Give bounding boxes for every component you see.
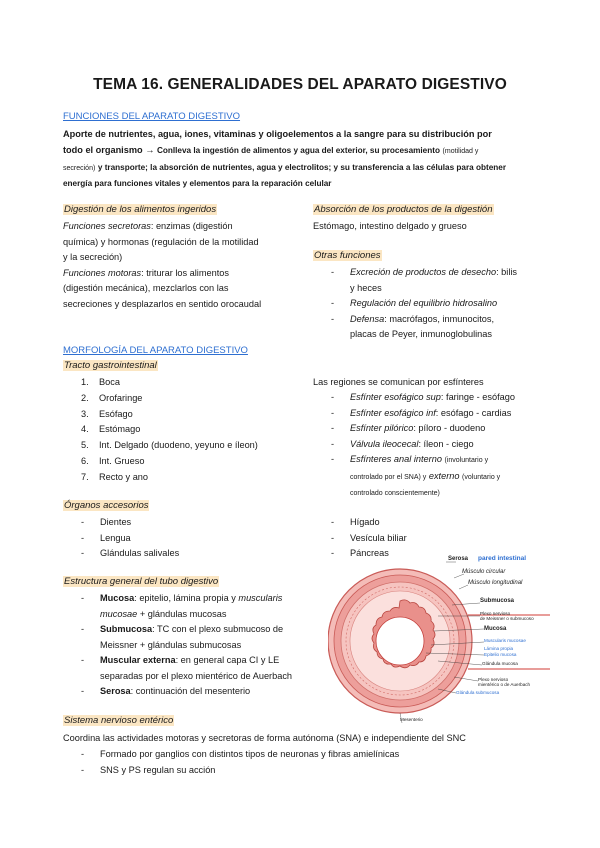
list-item: - Glándulas salivales	[81, 548, 180, 558]
morfologia-heading: MORFOLOGÍA DEL APARATO DIGESTIVO	[63, 345, 248, 356]
label-mucosa: Mucosa	[484, 626, 507, 632]
label-epitelio: Epitelio mucosa	[484, 652, 517, 657]
funciones-line3a: secreción)	[63, 164, 96, 172]
digestion-line4	[63, 266, 303, 282]
motoras-label: Funciones motoras	[63, 267, 142, 278]
lumen	[376, 617, 424, 665]
intestinal-wall-diagram	[328, 553, 550, 725]
list-item: 7. Recto y ano	[81, 471, 149, 482]
defensa-label: Defensa	[350, 313, 385, 324]
list-item: - Excreción de productos de desecho: bilis	[331, 267, 518, 277]
funciones-line2	[63, 143, 543, 160]
secretoras-label: Funciones secretoras	[63, 221, 151, 231]
label-plexo-mient2: mientérico o de Auerbach	[478, 682, 531, 687]
defensa-text: : macrófagos, inmunocitos,	[384, 313, 495, 324]
list-item: - Válvula ileocecal: íleon - ciego	[331, 438, 474, 449]
list-item: - Vesícula biliar	[331, 532, 407, 543]
funciones-heading: FUNCIONES DEL APARATO DIGESTIVO	[63, 111, 241, 122]
secretoras-text: : enzimas (digestión	[150, 221, 233, 231]
label-circular: Músculo circular	[462, 569, 506, 575]
funciones-line2b: Conlleva la ingestión de alimentos y agua del exterior, su procesamiento	[156, 145, 440, 155]
funciones-line3b: y transporte; la absorción de nutrientes, agua y electrolitos; y su transferencia a las células para obtener	[97, 162, 507, 172]
funciones-body	[63, 127, 543, 192]
list-item-cont: Meissner + glándulas submucosas	[100, 639, 242, 650]
absorcion-heading: Absorción de los productos de la digestión	[314, 204, 493, 215]
otras-list	[313, 265, 573, 343]
page-title: TEMA 16. GENERALIDADES DEL APARATO DIGESTIVO	[93, 76, 507, 93]
label-muscularis: Muscularis mucosae	[484, 638, 526, 643]
list-item: 6. Int. Grueso	[81, 455, 145, 466]
motoras-text: : triturar los alimentos	[141, 267, 229, 278]
sne-heading: Sistema nervioso entérico	[64, 715, 174, 726]
tracto-heading: Tracto gastrointestinal	[64, 360, 157, 371]
absorcion-text: Estómago, intestino delgado y grueso	[313, 221, 467, 231]
funciones-line2a: todo el organismo	[63, 144, 143, 155]
list-item: 3. Esófago	[81, 408, 133, 419]
list-item: - Mucosa: epitelio, lámina propia y muscularis	[81, 593, 283, 603]
tracto-list	[63, 375, 313, 486]
list-item: - Esfínteres anal interno (involuntario y	[331, 454, 489, 464]
list-item-cont	[313, 327, 573, 343]
list-item: - Esfínter pilórico: píloro - duodeno	[331, 423, 486, 433]
excrecion-cont: y heces	[350, 282, 382, 293]
list-item-cont	[313, 281, 573, 297]
list-item: 5. Int. Delgado (duodeno, yeyuno e íleon)	[81, 440, 258, 451]
list-item: - Páncreas	[331, 548, 389, 558]
label-lamina: Lámina propia	[484, 646, 514, 651]
list-item-cont: controlado conscientemente)	[350, 490, 440, 497]
label-glandula: Glándula mucosa	[482, 661, 518, 666]
list-item-cont: controlado por el SNA) y externo (voluntario y	[350, 470, 501, 481]
list-item-cont: separadas por el plexo mientérico de Auerbach	[100, 670, 293, 681]
label-plexo-sub2: de Meissner o submucoso	[480, 616, 534, 621]
funciones-line3	[63, 160, 543, 177]
digestion-line2: química) y hormonas (regulación de la motilidad	[63, 236, 259, 247]
otras-heading: Otras funciones	[314, 250, 381, 261]
list-item: - Formado por ganglios con distintos tipos de neuronas y fibras amielínicas	[81, 749, 400, 759]
list-item: - Defensa: macrófagos, inmunocitos,	[331, 313, 495, 324]
list-item: 1. Boca	[81, 377, 120, 387]
label-pared: pared intestinal	[478, 555, 527, 562]
digestion-line3: y la secreción)	[63, 252, 123, 262]
list-item: 2. Orofaringe	[81, 392, 143, 403]
label-glandula-sub: Glándula submucosa	[456, 690, 500, 695]
estructura-list	[63, 591, 328, 700]
funciones-line1: Aporte de nutrientes, agua, iones, vitaminas y oligoelementos a la sangre para su distribución por	[63, 129, 492, 139]
sne-intro: Coordina las actividades motoras y secretoras de forma autónoma (SNA) e independiente del SNC	[63, 733, 466, 743]
list-item-cont: mucosae + glándulas mucosas	[100, 608, 227, 619]
list-item: - Muscular externa: en general capa CI y LE	[81, 655, 280, 665]
label-submucosa: Submucosa	[480, 598, 515, 604]
digestion-line6: secreciones y desplazarlos en sentido orocaudal	[63, 298, 262, 309]
label-serosa: Serosa	[448, 556, 469, 562]
organos-heading: Órganos accesorios	[64, 500, 149, 511]
arrow-glyph: →	[145, 144, 155, 155]
list-item: - Serosa: continuación del mesenterio	[81, 686, 251, 696]
excrecion-label: Excreción de productos de desecho	[350, 267, 497, 277]
list-item: - Lengua	[81, 532, 131, 543]
esfinteres-list	[313, 390, 583, 502]
list-item: - Hígado	[331, 517, 380, 527]
list-item: - SNS y PS regulan su acción	[81, 764, 216, 775]
funciones-line4: energía para funciones vitales y elementos para la reparación celular	[63, 179, 332, 189]
digestion-line5: (digestión mecánica), mezclarlos con las	[63, 283, 229, 293]
defensa-cont: placas de Peyer, inmunoglobulinas	[350, 329, 492, 339]
list-item: - Esfínter esofágico inf: esófago - cardias	[331, 407, 512, 418]
list-item: 4. Estómago	[81, 424, 141, 435]
list-item: - Esfínter esofágico sup: faringe - esófago	[331, 392, 515, 402]
label-plexo-sub: Plexo nervioso	[480, 611, 511, 616]
funciones-line2c: (motilidad y	[442, 147, 479, 155]
excrecion-text: : bilis	[496, 267, 518, 277]
list-item: - Dientes	[81, 517, 132, 527]
digestion-line1	[63, 219, 303, 235]
organos-left-list	[63, 515, 303, 562]
digestion-heading: Digestión de los alimentos ingeridos	[64, 204, 217, 215]
estructura-heading: Estructura general del tubo digestivo	[64, 576, 219, 587]
label-longitudinal: Músculo longitudinal	[468, 580, 523, 586]
list-item: - Submucosa: TC con el plexo submucoso de	[81, 624, 284, 634]
regulacion-label: Regulación del equilibrio hidrosalino	[350, 298, 498, 308]
regiones-intro: Las regiones se comunican por esfínteres	[313, 377, 484, 387]
sne-list	[63, 747, 563, 778]
list-item: - Regulación del equilibrio hidrosalino	[331, 298, 498, 308]
label-mesenterio: Mesenterio	[400, 717, 423, 722]
digestion-body	[63, 219, 303, 312]
label-plexo-mient: Plexo nervioso	[478, 677, 509, 682]
